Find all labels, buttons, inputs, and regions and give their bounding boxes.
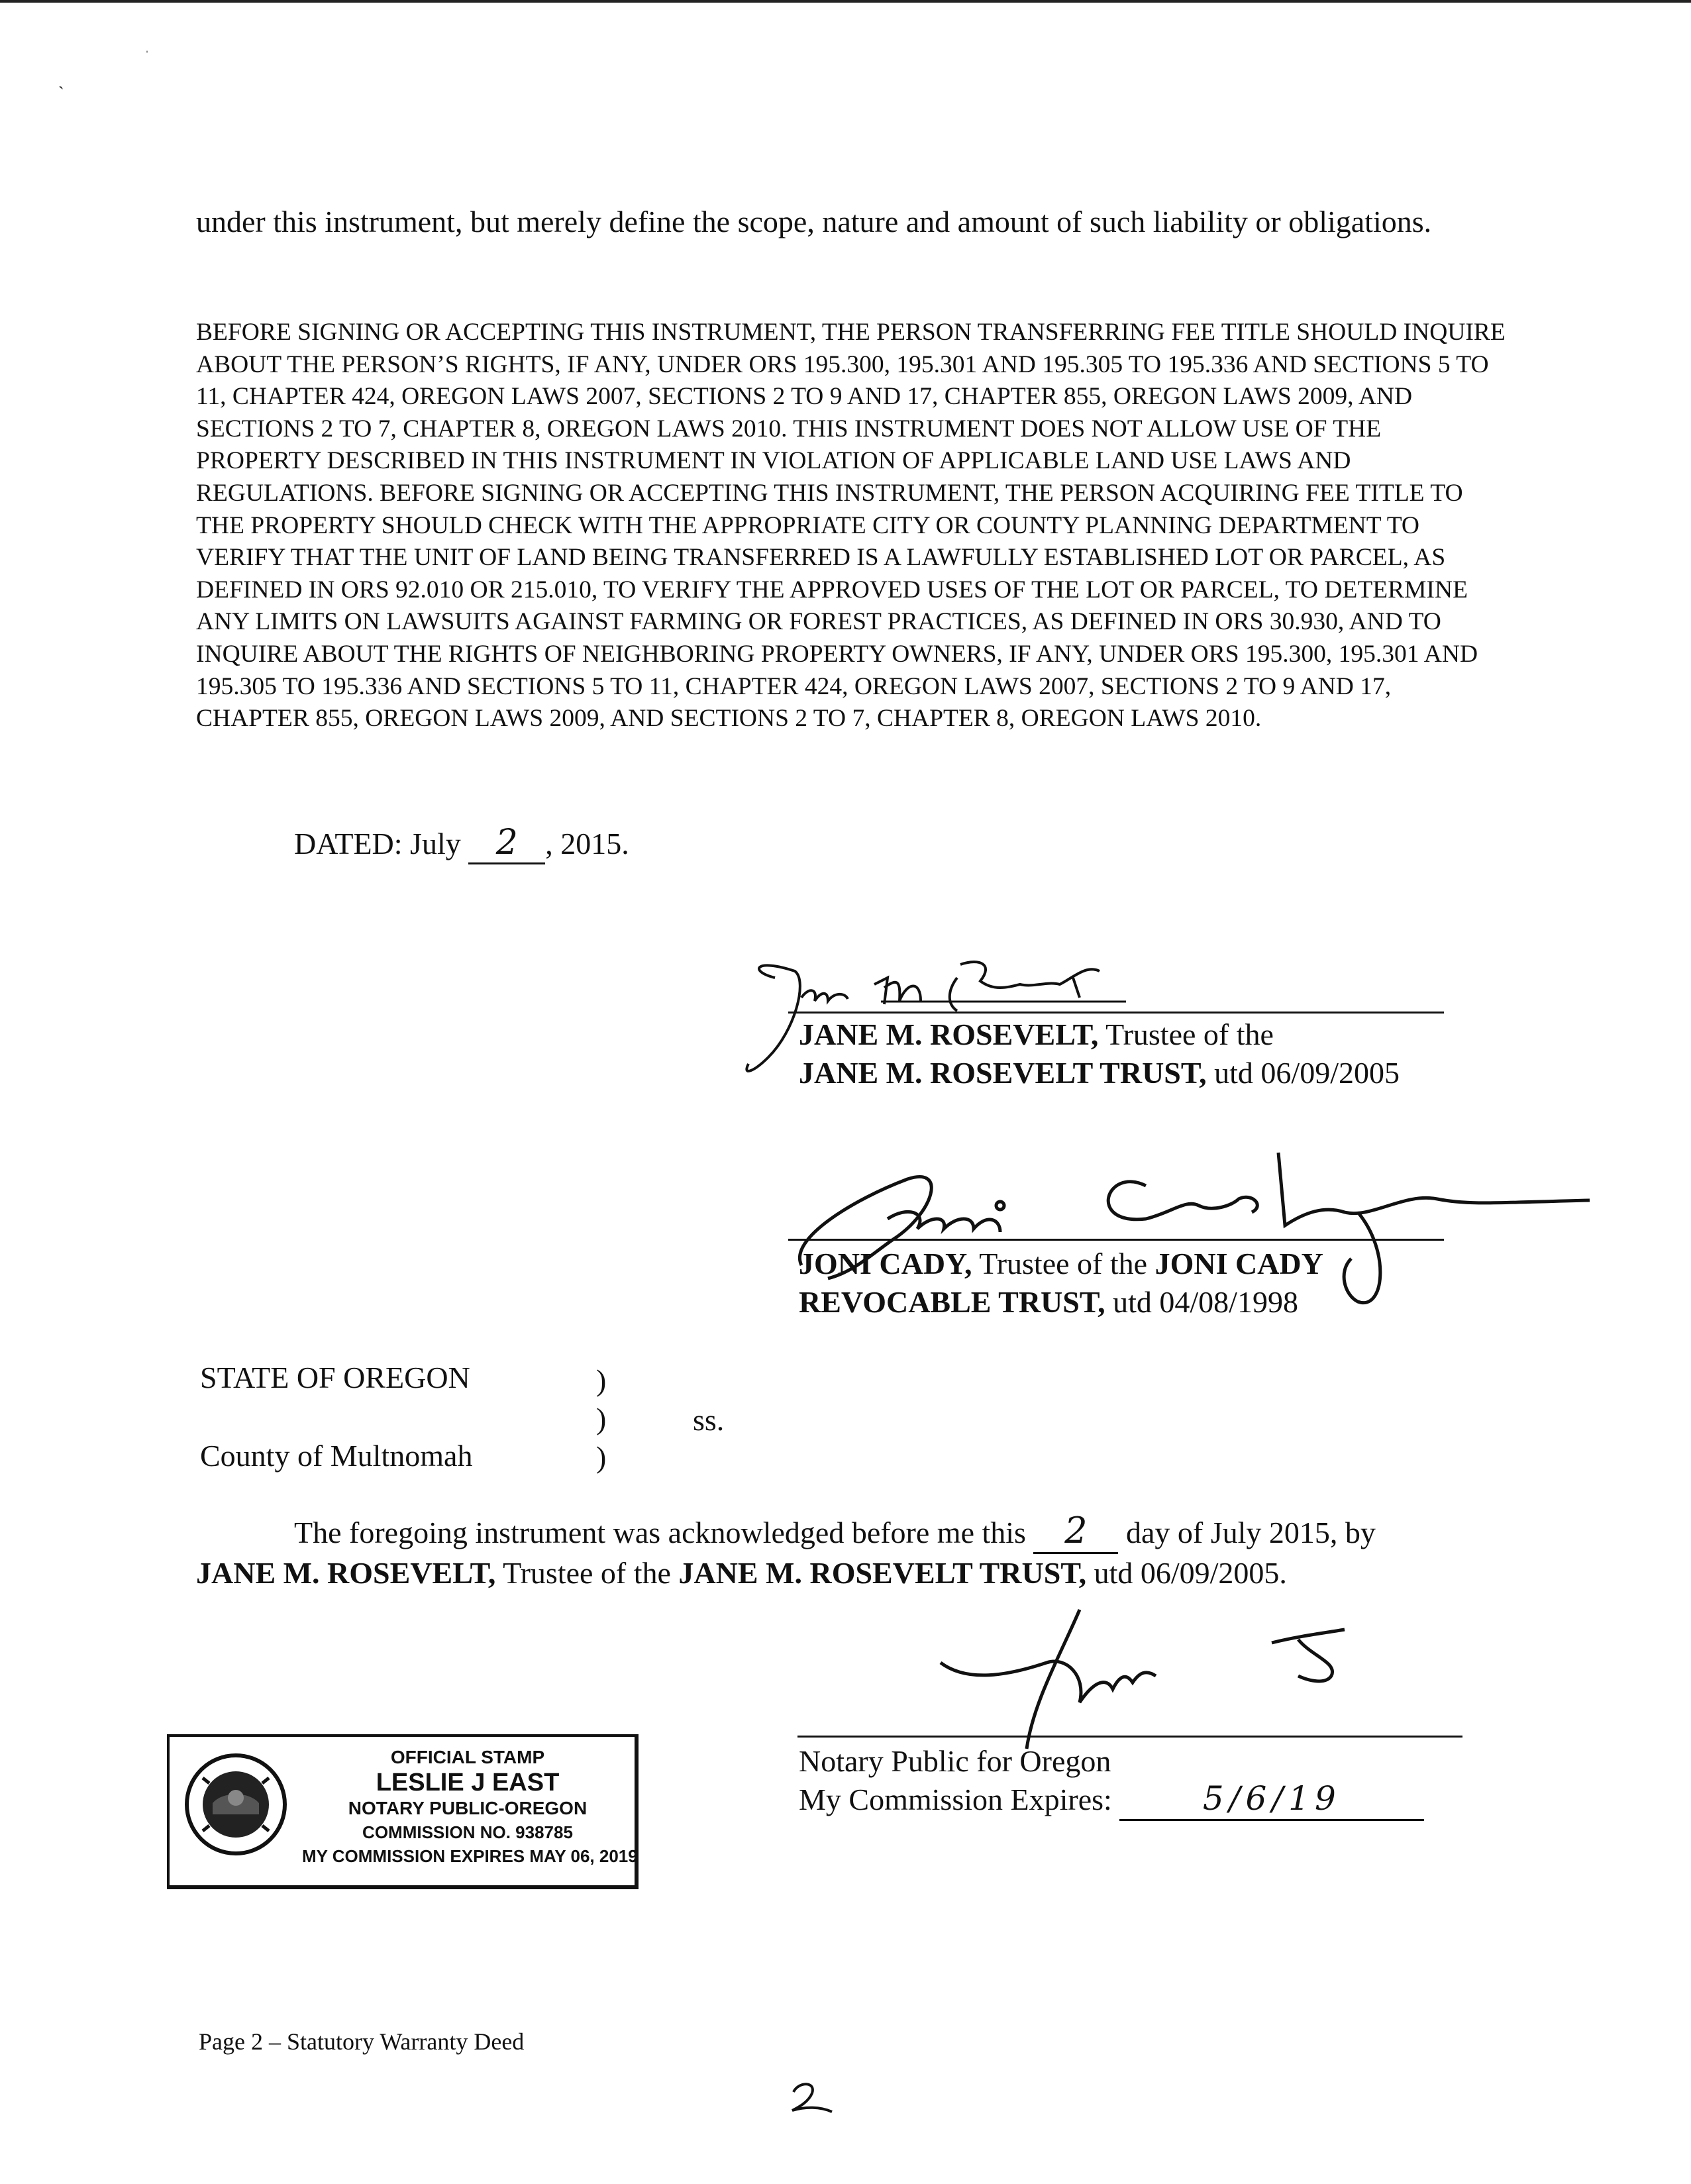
ack-mid: Trustee of the (495, 1556, 679, 1590)
ack-day-handwritten: 2 (1064, 1510, 1088, 1551)
signer-1-line-a (799, 1016, 1274, 1053)
signer-2-name: JONI CADY, (799, 1247, 972, 1280)
ack-trust: JANE M. ROSEVELT TRUST, (678, 1556, 1087, 1590)
signature-line-1 (788, 1012, 1444, 1014)
intro-paragraph: under this instrument, but merely define the scope, nature and amount of such liability or obligations. (196, 205, 1432, 238)
ack-text-a: The foregoing instrument was acknowledged before me this (294, 1516, 1034, 1549)
ack-line-1 (196, 1512, 1494, 1554)
dated-year: , 2015. (545, 827, 629, 860)
signer-2-utd: utd 04/08/1998 (1105, 1285, 1298, 1319)
dated-label: DATED: July (294, 827, 461, 860)
venue-state: STATE OF OREGON (200, 1361, 470, 1394)
signer-1-name: JANE M. ROSEVELT, (799, 1017, 1099, 1051)
stamp-text (302, 1746, 638, 1868)
notary-expires-handwritten: 5/6/19 (1202, 1779, 1341, 1818)
signer-2-trust-a: JONI CADY (1154, 1247, 1323, 1280)
ack-day-blank (1033, 1512, 1118, 1554)
notary-expires-blank (1119, 1779, 1424, 1821)
signer-1-trust: JANE M. ROSEVELT TRUST, (799, 1056, 1207, 1090)
ack-name: JANE M. ROSEVELT, (196, 1556, 496, 1590)
venue-paren-1: ) (596, 1363, 607, 1397)
signer-2-role: Trustee of the (972, 1247, 1155, 1280)
notary-commission (799, 1779, 1424, 1821)
notary-signature-line (797, 1736, 1462, 1738)
notary-title: Notary Public for Oregon (799, 1744, 1111, 1778)
statutory-notice: BEFORE SIGNING OR ACCEPTING THIS INSTRUMENT, THE PERSON TRANSFERRING FEE TITLE SHOULD INQUIRE ABOUT THE PERSON’S RIGHTS, IF ANY, UNDER ORS 195.300, 195.301 AND 195.305 TO 195.336 AND SECTIONS 5 TO 11, CHAPTER 424, OREGON LAWS 2007, SECTIONS 2 TO 9 AND 17, CHAPTER 855, OREGON LAWS 2009, AND SECTIONS 2 TO 7, CHAPTER 8, OREGON LAWS 2010. THIS INSTRUMENT DOES NOT ALLOW USE OF THE PROPERTY DESCRIBED IN THIS INSTRUMENT IN VIOLATION OF APPLICABLE LAND USE LAWS AND REGULATIONS. BEFORE SIGNING OR ACCEPTING THIS INSTRUMENT, THE PERSON ACQUIRING FEE TITLE TO THE PROPERTY SHOULD CHECK WITH THE APPROPRIATE CITY OR COUNTY PLANNING DEPARTMENT TO VERIFY THAT THE UNIT OF LAND BEING TRANSFERRED IS A LAWFULLY ESTABLISHED LOT OR PARCEL, AS DEFINED IN ORS 92.010 OR 215.010, TO VERIFY THE APPROVED USES OF THE LOT OR PARCEL, TO DETERMINE ANY LIMITS ON LAWSUITS AGAINST FARMING OR FOREST PRACTICES, AS DEFINED IN ORS 30.930, AND TO INQUIRE ABOUT THE RIGHTS OF NEIGHBORING PROPERTY OWNERS, IF ANY, UNDER ORS 195.300, 195.301 AND 195.305 TO 195.336 AND SECTIONS 5 TO 11, CHAPTER 424, OREGON LAWS 2007, SECTIONS 2 TO 9 AND 17, CHAPTER 855, OREGON LAWS 2009, AND SECTIONS 2 TO 7, CHAPTER 8, OREGON LAWS 2010. (196, 319, 1506, 733)
scan-top-edge (0, 0, 1691, 3)
stamp-line-4: COMMISSION NO. 938785 (362, 1822, 573, 1842)
acknowledgment (196, 1512, 1494, 1592)
stamp-line-1: OFFICIAL STAMP (390, 1747, 545, 1767)
signer-1-utd: utd 06/09/2005 (1206, 1056, 1400, 1090)
scan-speck: ˈ (145, 48, 149, 62)
ack-utd: utd 06/09/2005. (1086, 1556, 1287, 1590)
signer-2-line-b (799, 1284, 1298, 1321)
notary-signature (927, 1603, 1391, 1755)
signer-1-role: Trustee of the (1098, 1017, 1274, 1051)
official-notary-stamp (167, 1734, 639, 1889)
scan-speck: ˴ (58, 76, 64, 95)
signer-1-line-b (799, 1055, 1400, 1092)
venue-county: County of Multnomah (200, 1439, 473, 1473)
stamp-line-3: NOTARY PUBLIC-OREGON (348, 1798, 588, 1818)
stamp-line-5: MY COMMISSION EXPIRES MAY 06, 2019 (302, 1846, 638, 1866)
handwritten-page-number (786, 2077, 839, 2117)
page-footer: Page 2 – Statutory Warranty Deed (199, 2028, 525, 2055)
signer-2-line-a (799, 1245, 1323, 1282)
state-seal-icon (183, 1751, 289, 1857)
ack-line-2 (196, 1554, 1494, 1592)
venue-paren-2: ) (596, 1402, 607, 1435)
dated-day-handwritten: 2 (495, 823, 518, 862)
ack-text-b: day of July 2015, by (1118, 1516, 1376, 1549)
dated-day-blank (468, 824, 545, 864)
venue-paren-3: ) (596, 1440, 607, 1474)
venue-ss: ss. (693, 1403, 725, 1437)
stamp-line-2: LESLIE J EAST (376, 1769, 560, 1796)
signer-2-trust-b: REVOCABLE TRUST, (799, 1285, 1105, 1319)
signature-line-2 (788, 1239, 1444, 1241)
notary-commission-label: My Commission Expires: (799, 1783, 1112, 1816)
dated-line (294, 824, 629, 864)
